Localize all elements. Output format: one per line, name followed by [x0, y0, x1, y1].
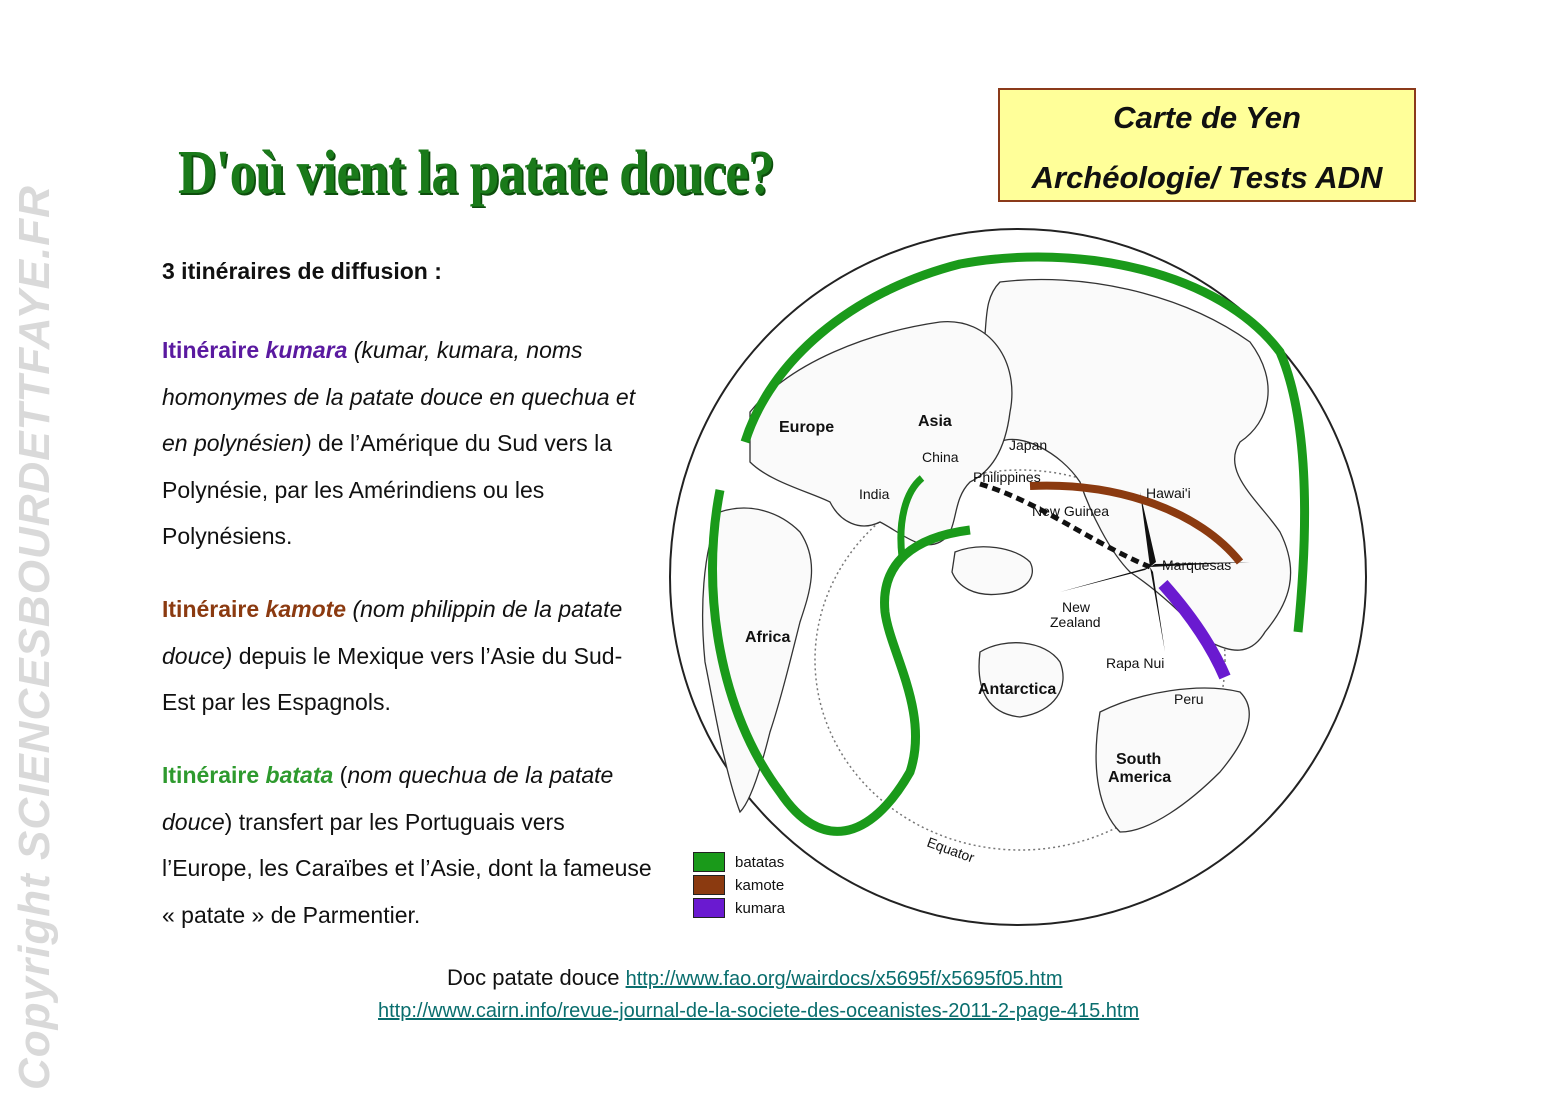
map-label-japan: Japan: [1009, 437, 1048, 453]
page-title: D'où vient la patate douce?: [178, 139, 774, 207]
batata-label: Itinéraire: [162, 762, 266, 788]
legend-swatch-kamote: [693, 875, 725, 895]
map-label-new-guinea: New Guinea: [1032, 503, 1110, 519]
map-label-rapa-nui: Rapa Nui: [1106, 655, 1165, 671]
cairn-link[interactable]: http://www.cairn.info/revue-journal-de-la-societe-des-oceanistes-2011-2-page-415.htm: [378, 1000, 1140, 1022]
source-box-line2: Archéologie/ Tests ADN: [1031, 160, 1383, 195]
batata-italic: nom quechua de la patate douce: [162, 762, 614, 835]
kumara-italic: (kumar, kumara, noms homonymes de la patate douce en quechua et en polynésien): [162, 337, 636, 456]
doc-reference: [447, 965, 1062, 991]
map-label-india: India: [859, 486, 890, 502]
map-label-hawaii: Hawai'i: [1146, 485, 1191, 501]
kumara-text: de l’Amérique du Sud vers la Polynésie, par les Amérindiens ou les Polynésiens.: [162, 430, 613, 549]
legend-label-kamote: kamote: [735, 877, 785, 894]
map-label-marquesas: Marquesas: [1162, 557, 1232, 573]
map-label-south-america-2: America: [1108, 769, 1172, 786]
legend-swatch-batatas: [693, 852, 725, 872]
map-label-south-america-1: South: [1116, 751, 1162, 768]
map-label-europe: Europe: [779, 419, 835, 436]
batata-name: batata: [265, 762, 334, 788]
map-label-peru: Peru: [1174, 691, 1204, 707]
source-box: [998, 88, 1416, 202]
map-label-new-zealand-1: New: [1062, 599, 1091, 615]
kamote-italic: (nom philippin de la patate douce): [162, 596, 623, 669]
legend-label-kumara: kumara: [735, 900, 786, 917]
paragraph-batata: [162, 752, 652, 938]
map-label-equator: Equator: [924, 833, 977, 866]
map-label-antarctica: Antarctica: [978, 681, 1057, 698]
kumara-name: kumara: [265, 337, 348, 363]
itineraries-heading: 3 itinéraires de diffusion :: [162, 258, 442, 284]
map-label-china: China: [922, 449, 959, 465]
paragraph-kamote: [162, 586, 652, 726]
map-label-africa: Africa: [745, 629, 791, 646]
map-label-new-zealand-2: Zealand: [1050, 614, 1101, 630]
map-label-philippines: Philippines: [973, 469, 1041, 485]
paragraph-kumara: [162, 327, 652, 560]
kamote-text: depuis le Mexique vers l’Asie du Sud-Est par les Espagnols.: [162, 642, 623, 715]
doc-prefix: Doc patate douce: [447, 965, 626, 990]
fao-link[interactable]: http://www.fao.org/wairdocs/x5695f/x5695f05.htm: [625, 968, 1063, 990]
kamote-label: Itinéraire: [162, 596, 266, 622]
kumara-label: Itinéraire: [162, 337, 266, 363]
batata-open: (: [333, 762, 348, 788]
yen-diffusion-map: [660, 212, 1380, 942]
legend-label-batatas: batatas: [735, 854, 785, 871]
copyright-watermark: Copyright SCIENCESBOURDETTFAYE.FR: [10, 185, 59, 1090]
source-box-line1: Carte de Yen: [1113, 100, 1301, 135]
batata-text: ) transfert par les Portuguais vers l’Europe, les Caraïbes et l’Asie, dont la fameuse « patate » de Parmentier.: [162, 808, 652, 928]
map-label-asia: Asia: [918, 413, 952, 430]
kamote-name: kamote: [265, 596, 347, 622]
legend-swatch-kumara: [693, 898, 725, 918]
